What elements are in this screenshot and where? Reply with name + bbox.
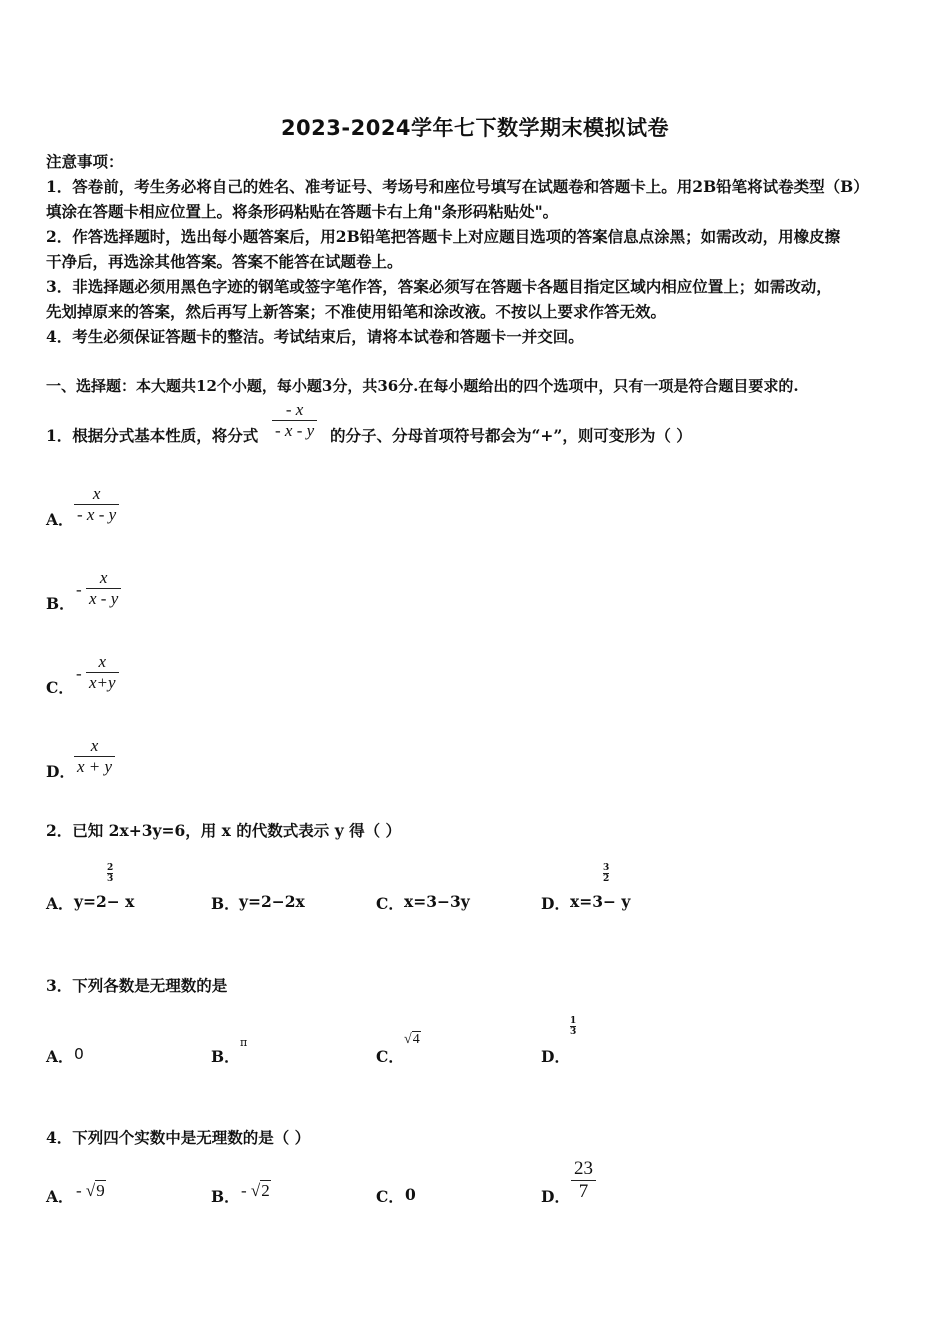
q2-option-b-text: y=2−2x [239, 892, 305, 911]
q3-option-a-value: 0 [74, 1045, 84, 1063]
notice-line: 1．答卷前，考生务必将自己的姓名、准考证号、考场号和座位号填写在试题卷和答题卡上。用2B铅笔将试卷类型（B） [46, 177, 869, 196]
radicand: 9 [96, 1181, 105, 1200]
q1-option-d-label: D． [46, 762, 75, 781]
q3-option-d-small-fraction [570, 1017, 576, 1036]
q2-option-b-label: B． [211, 894, 240, 913]
q4-option-a-expr: - √9 [76, 1181, 105, 1200]
q2-option-c-label: C． [376, 894, 404, 913]
question-1-stem-before: 1．根据分式基本性质，将分式 [46, 426, 259, 445]
fraction-denominator: 3 [107, 874, 114, 884]
fraction-numerator: 2 [107, 863, 114, 873]
radicand: 4 [412, 1032, 420, 1047]
q2-option-a-small-fraction [107, 864, 113, 883]
q1-option-b-sign: - [76, 580, 82, 599]
section-heading: 一、选择题：本大题共12个小题，每小题3分，共36分.在每小题给出的四个选项中，只有一项是符合题目要求的. [46, 377, 799, 395]
fraction-denominator: - x - y [275, 421, 315, 440]
q2-option-a-label: A． [46, 894, 74, 913]
notice-line: 先划掉原来的答案，然后再写上新答案；不准使用铅笔和涂改液。不按以上要求作答无效。 [46, 302, 667, 321]
fraction-denominator: x+y [89, 673, 116, 692]
question-1-fraction [272, 400, 317, 441]
notice-line: 2．作答选择题时，选出每小题答案后，用2B铅笔把答题卡上对应题目选项的答案信息点涂黑；如需改动，用橡皮擦 [46, 227, 841, 246]
q2-option-c-text: x=3−3y [404, 892, 470, 911]
q3-option-c-label: C． [376, 1047, 404, 1066]
fraction-denominator: x - y [89, 589, 119, 608]
fraction-numerator: 1 [570, 1016, 577, 1026]
q4-option-c-label: C． [376, 1187, 404, 1206]
notice-heading: 注意事项： [46, 152, 124, 171]
question-2-stem: 2．已知 2x+3y=6，用 x 的代数式表示 y 得（ ） [46, 821, 401, 840]
question-1-stem-after: 的分子、分母首项符号都会为“+”，则可变形为（ ） [330, 426, 692, 445]
minus-sign: - [241, 1181, 247, 1200]
q1-option-c-fraction [86, 652, 119, 693]
minus-sign: - [76, 1181, 82, 1200]
fraction-denominator: 3 [570, 1027, 577, 1037]
fraction-numerator: 3 [603, 863, 610, 873]
notice-line: 填涂在答题卡相应位置上。将条形码粘贴在答题卡右上角"条形码粘贴处"。 [46, 202, 559, 221]
q1-option-a-fraction [74, 484, 119, 525]
notice-line: 3．非选择题必须用黑色字迹的钢笔或签字笔作答，答案必须写在答题卡各题目指定区域内相应位置上；如需改动， [46, 277, 832, 296]
q1-option-b-fraction [86, 568, 121, 609]
notice-line: 干净后，再选涂其他答案。答案不能答在试题卷上。 [46, 252, 403, 271]
fraction-numerator: x [90, 736, 99, 755]
fraction-denominator: - x - y [77, 505, 117, 524]
fraction-denominator: 2 [603, 874, 610, 884]
fraction-numerator: x [98, 652, 107, 671]
question-4-stem: 4．下列四个实数中是无理数的是（ ） [46, 1128, 311, 1147]
q2-option-d-small-fraction [603, 864, 609, 883]
q4-option-b-expr: - √2 [241, 1181, 270, 1200]
q1-option-d-fraction [74, 736, 115, 777]
q4-option-b-label: B． [211, 1187, 240, 1206]
q4-option-a-label: A． [46, 1187, 74, 1206]
question-3-stem: 3．下列各数是无理数的是 [46, 976, 228, 995]
q4-option-d-label: D． [541, 1187, 570, 1206]
q3-option-d-label: D． [541, 1047, 570, 1066]
fraction-denominator: x + y [77, 757, 113, 776]
q1-option-b-label: B． [46, 594, 75, 613]
q1-option-c-sign: - [76, 664, 82, 683]
fraction-numerator: 23 [574, 1158, 593, 1179]
notice-line: 4．考生必须保证答题卡的整洁。考试结束后，请将本试卷和答题卡一并交回。 [46, 327, 584, 346]
q4-option-d-fraction [571, 1158, 596, 1203]
q2-option-d-label: D． [541, 894, 570, 913]
fraction-denominator: 7 [578, 1181, 589, 1202]
fraction-numerator: x [92, 484, 101, 503]
q3-option-c-sqrt: √4 [404, 1032, 420, 1047]
q2-option-d-text: x=3− y [570, 892, 631, 911]
q1-option-a-label: A． [46, 510, 74, 529]
q3-option-b-label: B． [211, 1047, 240, 1066]
fraction-numerator: x [99, 568, 108, 587]
q3-option-b-pi: π [240, 1036, 248, 1049]
fraction-numerator: - x [285, 400, 304, 419]
q4-option-c-value: 0 [405, 1185, 416, 1204]
page-title: 2023-2024学年七下数学期末模拟试卷 [280, 116, 670, 140]
radicand: 2 [261, 1181, 270, 1200]
q2-option-a-text: y=2− x [74, 892, 135, 911]
q1-option-c-label: C． [46, 678, 74, 697]
q3-option-a-label: A． [46, 1047, 74, 1066]
